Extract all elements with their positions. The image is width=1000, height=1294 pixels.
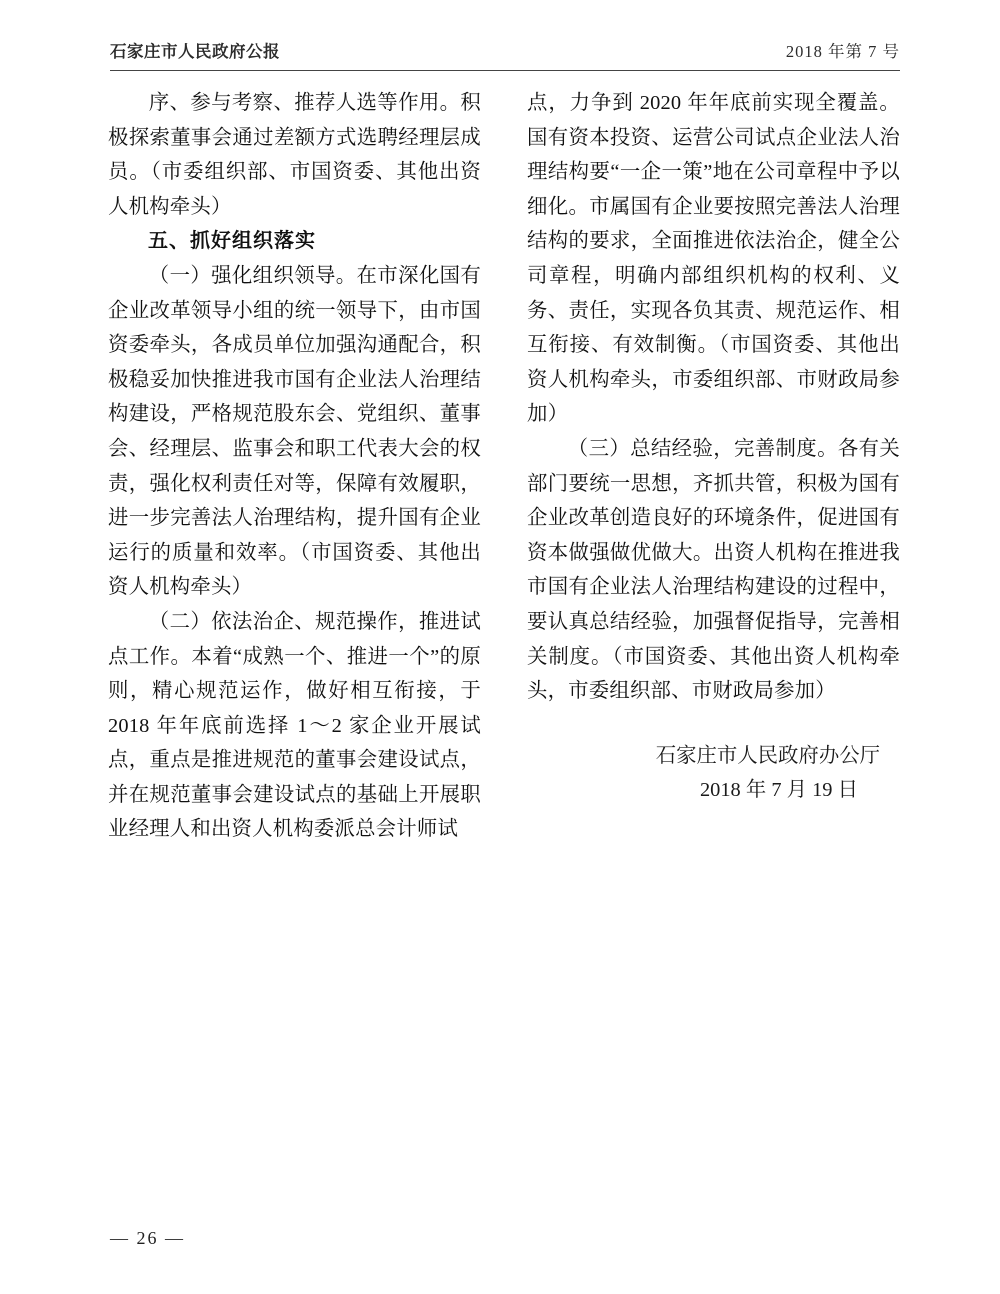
left-column — [108, 86, 481, 847]
paragraph: （二）依法治企、规范操作，推进试点工作。本着“成熟一个、推进一个”的原则，精心规范运作，做好相互衔接，于 2018 年年底前选择 1～2 家企业开展试点，重点是推进规范的董事会建设试点，并在规范董事会建设试点的基础上开展职业经理人和出资人机构委派总会计师试 — [108, 610, 481, 841]
issue-number: 2018 年第 7 号 — [785, 42, 900, 61]
paragraph: 序、参与考察、推荐人选等作用。积极探索董事会通过差额方式选聘经理层成员。（市委组织部、市国资委、其他出资人机构牵头） — [108, 92, 481, 218]
paragraph: 点，力争到 2020 年年底前实现全覆盖。国有资本投资、运营公司试点企业法人治理结构要“一企一策”地在公司章程中予以细化。市属国有企业要按照完善法人治理结构的要求，全面推进依法治企，健全公司章程，明确内部组织机构的权利、义务、责任，实现各负其责、规范运作、相互衔接、有效制衡。（市国资委、其他出资人机构牵头，市委组织部、市财政局参加） — [527, 92, 900, 426]
page-header — [110, 38, 900, 62]
publication-title: 石家庄市人民政府公报 — [110, 42, 280, 61]
paragraph: （一）强化组织领导。在市深化国有企业改革领导小组的统一领导下，由市国资委牵头，各成员单位加强沟通配合，积极稳妥加快推进我市国有企业法人治理结构建设，严格规范股东会、党组织、董事会、经理层、监事会和职工代表大会的权责，强化权利责任对等，保障有效履职，进一步完善法人治理结构，提升国有企业运行的质量和效率。（市国资委、其他出资人机构牵头） — [108, 264, 481, 599]
right-column — [527, 86, 900, 847]
section-heading: 五、抓好组织落实 — [148, 230, 316, 253]
paragraph: （三）总结经验，完善制度。各有关部门要统一思想，齐抓共管，积极为国有企业改革创造良好的环境条件，促进国有资本做强做优做大。出资人机构在推进我市国有企业法人治理结构建设的过程中，要认真总结经验，加强督促指导，完善相关制度。（市国资委、其他出资人机构牵头，市委组织部、市财政局参加） — [527, 437, 900, 703]
signature-block — [527, 739, 900, 808]
signature-issuer: 石家庄市人民政府办公厅 — [655, 744, 880, 767]
page-number: — 26 — — [110, 1228, 185, 1248]
signature-date: 2018 年 7 月 19 日 — [699, 779, 858, 802]
page-body — [108, 86, 900, 847]
header-divider — [110, 70, 900, 71]
